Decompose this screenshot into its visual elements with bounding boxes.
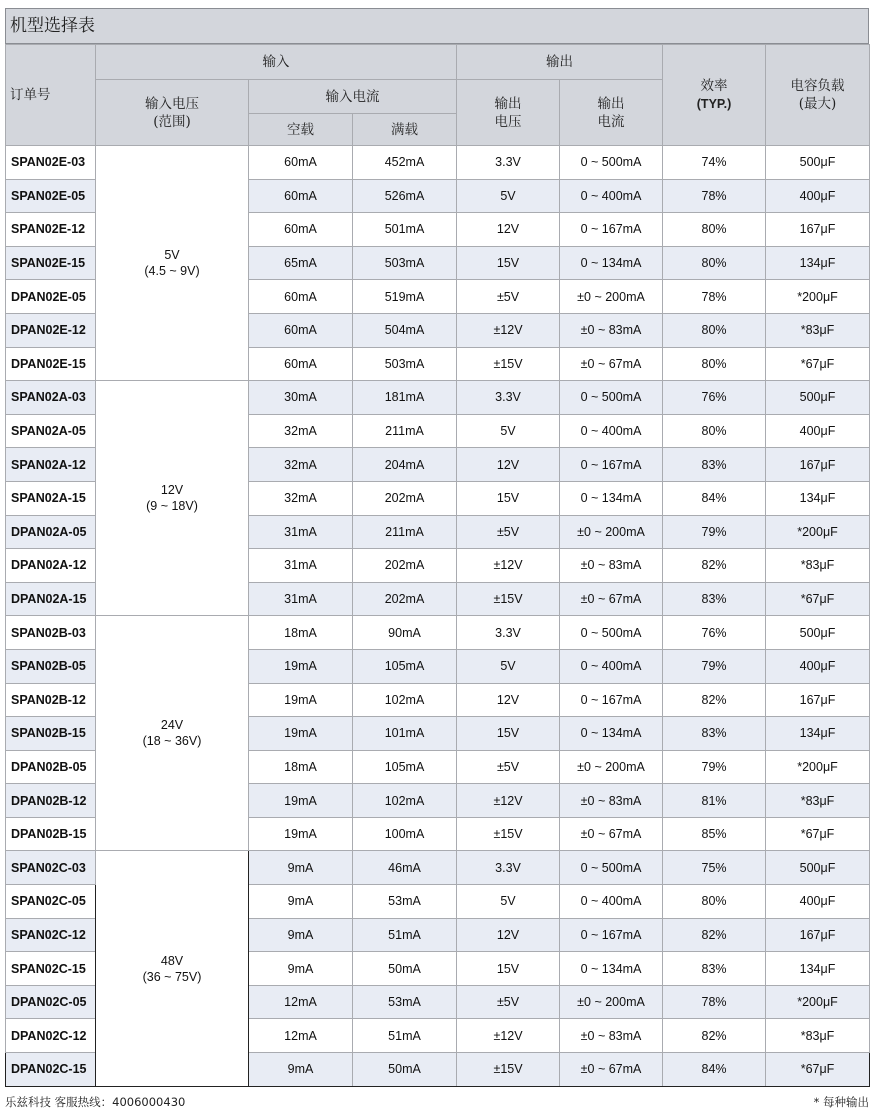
output-current: ±0 ~ 200mA (560, 280, 663, 314)
no-load-current: 31mA (249, 582, 353, 616)
header-output-voltage-l2: 电压 (494, 113, 522, 130)
full-load-current: 105mA (353, 649, 457, 683)
efficiency: 78% (663, 985, 766, 1019)
output-current: ±0 ~ 67mA (560, 1053, 663, 1087)
full-load-current: 53mA (353, 985, 457, 1019)
full-load-current: 181mA (353, 381, 457, 415)
full-load-current: 50mA (353, 1053, 457, 1087)
capacitive-load: 400μF (766, 649, 870, 683)
header-input-voltage (96, 80, 249, 146)
no-load-current: 32mA (249, 448, 353, 482)
output-voltage: ±15V (457, 582, 560, 616)
full-load-current: 102mA (353, 784, 457, 818)
capacitive-load: *200μF (766, 750, 870, 784)
model-number: SPAN02B-05 (6, 649, 96, 683)
output-voltage: 12V (457, 918, 560, 952)
output-current: 0 ~ 134mA (560, 481, 663, 515)
output-current: ±0 ~ 67mA (560, 582, 663, 616)
model-number: SPAN02E-12 (6, 213, 96, 247)
output-current: ±0 ~ 83mA (560, 1019, 663, 1053)
full-load-current: 504mA (353, 313, 457, 347)
no-load-current: 30mA (249, 381, 353, 415)
model-number: SPAN02E-05 (6, 179, 96, 213)
model-number: SPAN02B-03 (6, 616, 96, 650)
no-load-current: 60mA (249, 280, 353, 314)
header-cap-load (766, 45, 870, 146)
no-load-current: 60mA (249, 146, 353, 180)
output-current: 0 ~ 167mA (560, 448, 663, 482)
full-load-current: 51mA (353, 918, 457, 952)
no-load-current: 31mA (249, 515, 353, 549)
capacitive-load: 134μF (766, 717, 870, 751)
full-load-current: 501mA (353, 213, 457, 247)
header-input-current: 输入电流 (249, 80, 457, 114)
full-load-current: 105mA (353, 750, 457, 784)
input-voltage-nominal: 24V (160, 718, 184, 733)
model-number: SPAN02B-12 (6, 683, 96, 717)
input-voltage-range: (36 ~ 75V) (142, 969, 202, 984)
capacitive-load: 134μF (766, 481, 870, 515)
full-load-current: 519mA (353, 280, 457, 314)
model-number: SPAN02A-05 (6, 414, 96, 448)
capacitive-load: 400μF (766, 414, 870, 448)
capacitive-load: *67μF (766, 582, 870, 616)
model-number: DPAN02E-12 (6, 313, 96, 347)
model-number: SPAN02C-05 (6, 885, 96, 919)
full-load-current: 202mA (353, 582, 457, 616)
efficiency: 76% (663, 381, 766, 415)
output-voltage: ±5V (457, 515, 560, 549)
output-voltage: ±5V (457, 280, 560, 314)
efficiency: 83% (663, 582, 766, 616)
efficiency: 75% (663, 851, 766, 885)
efficiency: 82% (663, 683, 766, 717)
full-load-current: 204mA (353, 448, 457, 482)
output-voltage: 3.3V (457, 146, 560, 180)
efficiency: 80% (663, 313, 766, 347)
output-voltage: ±12V (457, 549, 560, 583)
header-output-current-l1: 输出 (597, 95, 625, 112)
no-load-current: 19mA (249, 683, 353, 717)
output-voltage: 15V (457, 481, 560, 515)
output-voltage: ±15V (457, 817, 560, 851)
efficiency: 85% (663, 817, 766, 851)
output-voltage: 15V (457, 952, 560, 986)
efficiency: 84% (663, 481, 766, 515)
full-load-current: 53mA (353, 885, 457, 919)
output-current: ±0 ~ 83mA (560, 313, 663, 347)
efficiency: 83% (663, 717, 766, 751)
no-load-current: 31mA (249, 549, 353, 583)
input-voltage-cell (96, 146, 249, 381)
output-voltage: 5V (457, 885, 560, 919)
header-order-no: 订单号 (6, 45, 96, 146)
input-voltage-cell (96, 851, 249, 1086)
table-row (6, 146, 870, 180)
table-body (6, 146, 870, 1087)
output-current: ±0 ~ 83mA (560, 549, 663, 583)
input-voltage-nominal: 12V (160, 483, 184, 498)
model-number: DPAN02B-15 (6, 817, 96, 851)
output-voltage: ±5V (457, 750, 560, 784)
output-current: 0 ~ 500mA (560, 851, 663, 885)
no-load-current: 9mA (249, 1053, 353, 1087)
output-current: 0 ~ 167mA (560, 683, 663, 717)
output-current: ±0 ~ 67mA (560, 347, 663, 381)
efficiency: 80% (663, 347, 766, 381)
model-number: DPAN02C-12 (6, 1019, 96, 1053)
full-load-current: 211mA (353, 515, 457, 549)
full-load-current: 211mA (353, 414, 457, 448)
input-voltage-cell (96, 616, 249, 851)
capacitive-load: *83μF (766, 1019, 870, 1053)
efficiency: 79% (663, 515, 766, 549)
model-selection-table (5, 44, 870, 1087)
header-output-voltage (457, 80, 560, 146)
output-voltage: 12V (457, 683, 560, 717)
model-number: SPAN02A-03 (6, 381, 96, 415)
capacitive-load: *83μF (766, 549, 870, 583)
efficiency: 78% (663, 179, 766, 213)
capacitive-load: 134μF (766, 952, 870, 986)
table-title: 机型选择表 (5, 8, 869, 44)
header-full-load: 满载 (353, 114, 457, 146)
header-input: 输入 (96, 45, 457, 80)
header-output-current-l2: 电流 (597, 113, 625, 130)
output-current: 0 ~ 134mA (560, 717, 663, 751)
model-number: SPAN02C-12 (6, 918, 96, 952)
efficiency: 80% (663, 414, 766, 448)
header-efficiency-typ: (TYP.) (696, 97, 732, 111)
output-voltage: ±5V (457, 985, 560, 1019)
output-voltage: ±12V (457, 784, 560, 818)
full-load-current: 202mA (353, 549, 457, 583)
model-number: DPAN02C-15 (6, 1053, 96, 1087)
full-load-current: 46mA (353, 851, 457, 885)
output-voltage: 5V (457, 649, 560, 683)
efficiency: 83% (663, 448, 766, 482)
no-load-current: 12mA (249, 1019, 353, 1053)
header-no-load: 空载 (249, 114, 353, 146)
capacitive-load: *67μF (766, 347, 870, 381)
no-load-current: 60mA (249, 179, 353, 213)
capacitive-load: 167μF (766, 213, 870, 247)
full-load-current: 526mA (353, 179, 457, 213)
model-number: DPAN02A-15 (6, 582, 96, 616)
capacitive-load: *200μF (766, 280, 870, 314)
efficiency: 80% (663, 213, 766, 247)
no-load-current: 9mA (249, 918, 353, 952)
footer-note: * 每种输出 (813, 1095, 869, 1109)
no-load-current: 19mA (249, 649, 353, 683)
footer-hotline: 乐兹科技 客服热线：4006000430 (5, 1095, 186, 1109)
efficiency: 76% (663, 616, 766, 650)
model-number: SPAN02A-12 (6, 448, 96, 482)
full-load-current: 51mA (353, 1019, 457, 1053)
output-current: 0 ~ 134mA (560, 952, 663, 986)
no-load-current: 32mA (249, 481, 353, 515)
no-load-current: 19mA (249, 817, 353, 851)
output-voltage: ±12V (457, 1019, 560, 1053)
input-voltage-cell (96, 381, 249, 616)
capacitive-load: 500μF (766, 851, 870, 885)
no-load-current: 32mA (249, 414, 353, 448)
input-voltage-range: (4.5 ~ 9V) (144, 264, 200, 279)
output-current: ±0 ~ 200mA (560, 515, 663, 549)
no-load-current: 60mA (249, 213, 353, 247)
output-current: 0 ~ 400mA (560, 179, 663, 213)
output-voltage: 3.3V (457, 851, 560, 885)
output-current: 0 ~ 167mA (560, 213, 663, 247)
model-number: SPAN02E-03 (6, 146, 96, 180)
model-number: SPAN02C-03 (6, 851, 96, 885)
capacitive-load: 167μF (766, 683, 870, 717)
input-voltage-range: (18 ~ 36V) (142, 734, 202, 749)
input-voltage-range: (9 ~ 18V) (146, 499, 198, 514)
no-load-current: 18mA (249, 616, 353, 650)
output-voltage: 3.3V (457, 616, 560, 650)
efficiency: 82% (663, 549, 766, 583)
output-voltage: 12V (457, 213, 560, 247)
header-efficiency (663, 45, 766, 146)
table-row (6, 851, 870, 885)
full-load-current: 452mA (353, 146, 457, 180)
capacitive-load: *200μF (766, 985, 870, 1019)
no-load-current: 9mA (249, 885, 353, 919)
output-current: 0 ~ 400mA (560, 885, 663, 919)
footer (5, 1094, 869, 1112)
no-load-current: 60mA (249, 313, 353, 347)
capacitive-load: 167μF (766, 918, 870, 952)
full-load-current: 503mA (353, 246, 457, 280)
output-voltage: 12V (457, 448, 560, 482)
no-load-current: 9mA (249, 851, 353, 885)
capacitive-load: *83μF (766, 784, 870, 818)
no-load-current: 18mA (249, 750, 353, 784)
full-load-current: 90mA (353, 616, 457, 650)
output-current: 0 ~ 134mA (560, 246, 663, 280)
input-voltage-nominal: 48V (160, 953, 184, 968)
efficiency: 79% (663, 750, 766, 784)
capacitive-load: 500μF (766, 381, 870, 415)
capacitive-load: 400μF (766, 179, 870, 213)
capacitive-load: *83μF (766, 313, 870, 347)
header-efficiency-label: 效率 (700, 78, 728, 94)
capacitive-load: 500μF (766, 146, 870, 180)
full-load-current: 100mA (353, 817, 457, 851)
no-load-current: 60mA (249, 347, 353, 381)
output-voltage: 5V (457, 414, 560, 448)
no-load-current: 12mA (249, 985, 353, 1019)
no-load-current: 65mA (249, 246, 353, 280)
efficiency: 80% (663, 885, 766, 919)
output-current: 0 ~ 500mA (560, 616, 663, 650)
table-row (6, 616, 870, 650)
output-current: 0 ~ 500mA (560, 381, 663, 415)
efficiency: 84% (663, 1053, 766, 1087)
model-number: DPAN02C-05 (6, 985, 96, 1019)
full-load-current: 102mA (353, 683, 457, 717)
efficiency: 74% (663, 146, 766, 180)
input-voltage-nominal: 5V (164, 248, 180, 263)
capacitive-load: 500μF (766, 616, 870, 650)
capacitive-load: 167μF (766, 448, 870, 482)
model-number: DPAN02E-15 (6, 347, 96, 381)
model-number: DPAN02A-05 (6, 515, 96, 549)
output-current: ±0 ~ 67mA (560, 817, 663, 851)
efficiency: 82% (663, 1019, 766, 1053)
efficiency: 81% (663, 784, 766, 818)
full-load-current: 50mA (353, 952, 457, 986)
output-voltage: 5V (457, 179, 560, 213)
header-output-current (560, 80, 663, 146)
model-number: DPAN02B-12 (6, 784, 96, 818)
capacitive-load: *200μF (766, 515, 870, 549)
model-number: SPAN02E-15 (6, 246, 96, 280)
efficiency: 78% (663, 280, 766, 314)
output-current: ±0 ~ 200mA (560, 985, 663, 1019)
header-output: 输出 (457, 45, 663, 80)
output-current: 0 ~ 400mA (560, 649, 663, 683)
model-number: DPAN02A-12 (6, 549, 96, 583)
output-current: 0 ~ 500mA (560, 146, 663, 180)
output-voltage: ±12V (457, 313, 560, 347)
output-current: ±0 ~ 83mA (560, 784, 663, 818)
no-load-current: 19mA (249, 717, 353, 751)
header-input-voltage-label: 输入电压 (145, 95, 199, 112)
capacitive-load: 134μF (766, 246, 870, 280)
model-number: SPAN02C-15 (6, 952, 96, 986)
header-cap-load-label: 电容负载 (790, 78, 845, 94)
no-load-current: 9mA (249, 952, 353, 986)
full-load-current: 202mA (353, 481, 457, 515)
output-voltage: ±15V (457, 347, 560, 381)
table-header (6, 45, 870, 146)
output-voltage: ±15V (457, 1053, 560, 1087)
output-current: 0 ~ 167mA (560, 918, 663, 952)
efficiency: 79% (663, 649, 766, 683)
capacitive-load: *67μF (766, 817, 870, 851)
full-load-current: 503mA (353, 347, 457, 381)
output-current: 0 ~ 400mA (560, 414, 663, 448)
output-voltage: 3.3V (457, 381, 560, 415)
efficiency: 83% (663, 952, 766, 986)
model-number: DPAN02E-05 (6, 280, 96, 314)
model-selection-table-panel (5, 8, 869, 1087)
model-number: SPAN02B-15 (6, 717, 96, 751)
output-current: ±0 ~ 200mA (560, 750, 663, 784)
header-input-voltage-range: (范围) (153, 113, 191, 130)
efficiency: 82% (663, 918, 766, 952)
no-load-current: 19mA (249, 784, 353, 818)
capacitive-load: *67μF (766, 1053, 870, 1087)
capacitive-load: 400μF (766, 885, 870, 919)
output-voltage: 15V (457, 717, 560, 751)
efficiency: 80% (663, 246, 766, 280)
model-number: SPAN02A-15 (6, 481, 96, 515)
header-output-voltage-l1: 输出 (494, 95, 522, 112)
table-row (6, 381, 870, 415)
model-number: DPAN02B-05 (6, 750, 96, 784)
full-load-current: 101mA (353, 717, 457, 751)
output-voltage: 15V (457, 246, 560, 280)
header-cap-load-max: (最大) (798, 96, 837, 112)
